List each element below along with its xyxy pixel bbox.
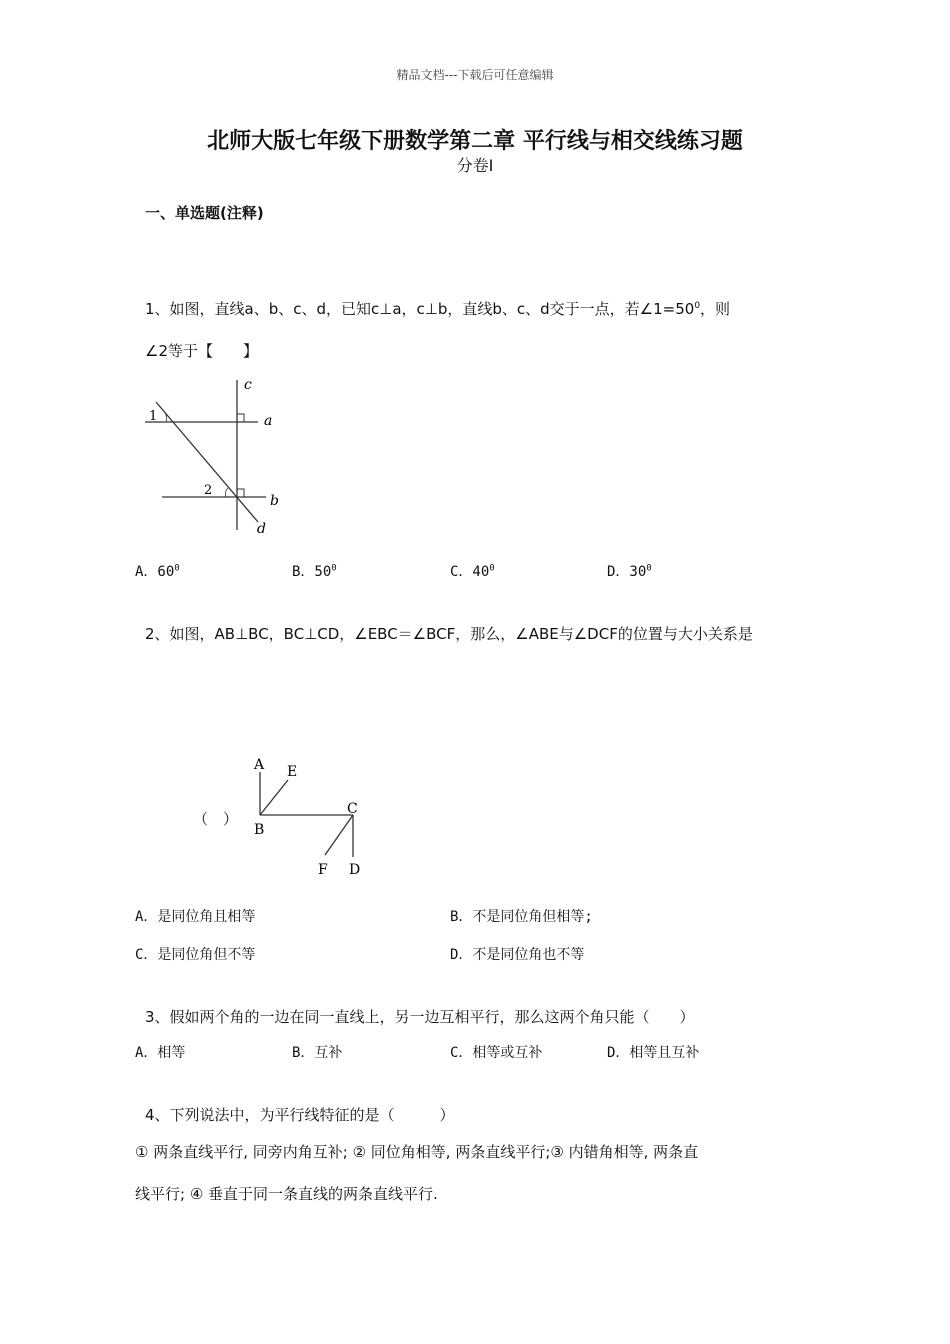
q3-option-b[interactable]: B．互补 — [292, 1045, 343, 1061]
q1-label-b: b — [270, 493, 279, 509]
q2-label-F: F — [318, 862, 328, 878]
page-title: 北师大版七年级下册数学第二章 平行线与相交线练习题 — [207, 129, 743, 154]
page-subtitle: 分卷I — [456, 156, 494, 175]
q4-statements-line2: 线平行; ④ 垂直于同一条直线的两条直线平行. — [135, 1185, 438, 1203]
q2-answer-paren: （ ） — [193, 810, 239, 828]
q2-label-A: A — [254, 757, 265, 773]
q2-option-b[interactable]: B．不是同位角但相等; — [450, 909, 593, 925]
q1-label-1: 1 — [149, 409, 158, 424]
q1-text-line1: 1、如图，直线a、b、c、d，已知c⊥a，c⊥b，直线b、c、d交于一点，若$\angle 1=50^0$，则 — [145, 300, 731, 318]
q2-label-C: C — [347, 801, 358, 817]
q3-text: 3、假如两个角的一边在同一直线上，另一边互相平行，那么这两个角只能（ ） — [145, 1008, 695, 1026]
q1-label-c: c — [244, 377, 252, 393]
q4-statements-line1: ① 两条直线平行, 同旁内角互补; ② 同位角相等, 两条直线平行;③ 内错角相等, 两条直 — [135, 1143, 699, 1161]
q2-option-a[interactable]: A．是同位角且相等 — [135, 909, 256, 925]
q3-option-c[interactable]: C．相等或互补 — [450, 1045, 543, 1061]
section-heading: 一、单选题(注释) — [145, 204, 264, 222]
q1-option-b[interactable]: B．$50^0$ — [292, 563, 337, 580]
q1-option-c[interactable]: C．$40^0$ — [450, 563, 495, 580]
q1-label-a: a — [264, 413, 273, 429]
q3-option-d[interactable]: D．相等且互补 — [607, 1045, 700, 1061]
q2-label-B: B — [254, 822, 265, 838]
q2-text: 2、如图，AB⊥BC，BC⊥CD，∠EBC＝∠BCF，那么，∠ABE与∠DCF的位置与大小关系是 — [145, 625, 753, 643]
q2-label-D: D — [349, 862, 361, 878]
q2-figure — [245, 752, 375, 882]
q1-text-line2: ∠2等于【 】 — [145, 342, 258, 360]
q4-text: 4、下列说法中，为平行线特征的是（ ） — [145, 1106, 455, 1124]
header-note: 精品文档---下载后可任意编辑 — [396, 68, 554, 82]
q2-option-d[interactable]: D．不是同位角也不等 — [450, 947, 585, 963]
q1-option-a[interactable]: A．$60^0$ — [135, 563, 180, 580]
q2-option-c[interactable]: C．是同位角但不等 — [135, 947, 256, 963]
q3-option-a[interactable]: A．相等 — [135, 1045, 186, 1061]
q1-figure — [140, 375, 290, 540]
q1-label-2: 2 — [204, 483, 213, 498]
q1-option-d[interactable]: D．$30^0$ — [607, 563, 652, 580]
q1-label-d: d — [257, 521, 266, 537]
q2-label-E: E — [287, 764, 298, 780]
